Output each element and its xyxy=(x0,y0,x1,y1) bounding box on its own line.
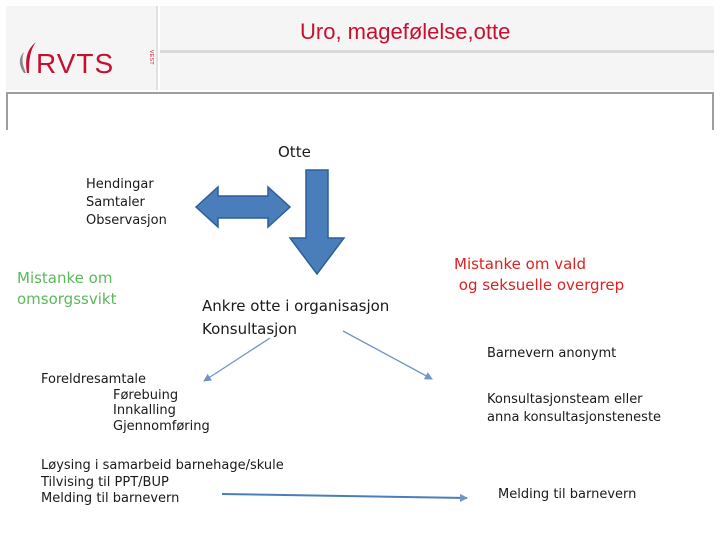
bottom-left-item: Løysing i samarbeid barnehage/skule xyxy=(41,458,284,473)
label-mistanke-omsorg: Mistanke om xyxy=(17,269,113,287)
label-mistanke-vald: Mistanke om vald xyxy=(454,255,586,273)
page-title: Uro, magefølelse,otte xyxy=(300,19,511,44)
leaf-logo-icon xyxy=(16,40,38,74)
label-konsultasjonsteam: anna konsultasjonsteneste xyxy=(487,410,662,425)
label-otte: Otte xyxy=(278,143,311,161)
left-list-item: Samtaler xyxy=(86,195,145,210)
label-foreldresamtale: Foreldresamtale xyxy=(41,372,147,387)
title-bar-lower xyxy=(160,53,714,90)
double-arrow-icon xyxy=(196,187,290,227)
frame-edge-left xyxy=(6,94,8,130)
label-barnevern-anonymt: Barnevern anonymt xyxy=(487,346,617,361)
logo-subtext: VEST xyxy=(148,50,154,66)
slide-header xyxy=(0,0,720,130)
foreldre-item: Gjennomføring xyxy=(113,419,210,434)
arrow-to-barnevern-anonymt xyxy=(343,331,432,379)
logo xyxy=(6,6,158,90)
logo-text: RVTS xyxy=(36,48,115,79)
bottom-left-item: Tilvising til PPT/BUP xyxy=(41,475,169,490)
left-list-item: Observasjon xyxy=(86,213,167,228)
foreldre-item: Førebuing xyxy=(113,388,179,403)
label-mistanke-omsorg: omsorgssvikt xyxy=(17,290,117,308)
bottom-left-item: Melding til barnevern xyxy=(41,491,180,506)
label-melding-barnevern: Melding til barnevern xyxy=(498,487,637,502)
label-mistanke-vald: og seksuelle overgrep xyxy=(454,276,625,294)
label-ankre: Ankre otte i organisasjon xyxy=(202,297,390,315)
label-konsultasjonsteam: Konsultasjonsteam eller xyxy=(487,392,643,407)
divider xyxy=(6,92,714,94)
down-arrow-icon xyxy=(290,170,344,274)
flow-diagram xyxy=(0,130,720,540)
arrow-to-melding xyxy=(222,494,467,498)
arrow-to-foreldresamtale xyxy=(204,338,270,381)
left-list-item: Hendingar xyxy=(86,177,154,192)
frame-edge-right xyxy=(712,94,714,130)
label-konsultasjon: Konsultasjon xyxy=(202,320,298,338)
foreldre-item: Innkalling xyxy=(113,403,176,418)
